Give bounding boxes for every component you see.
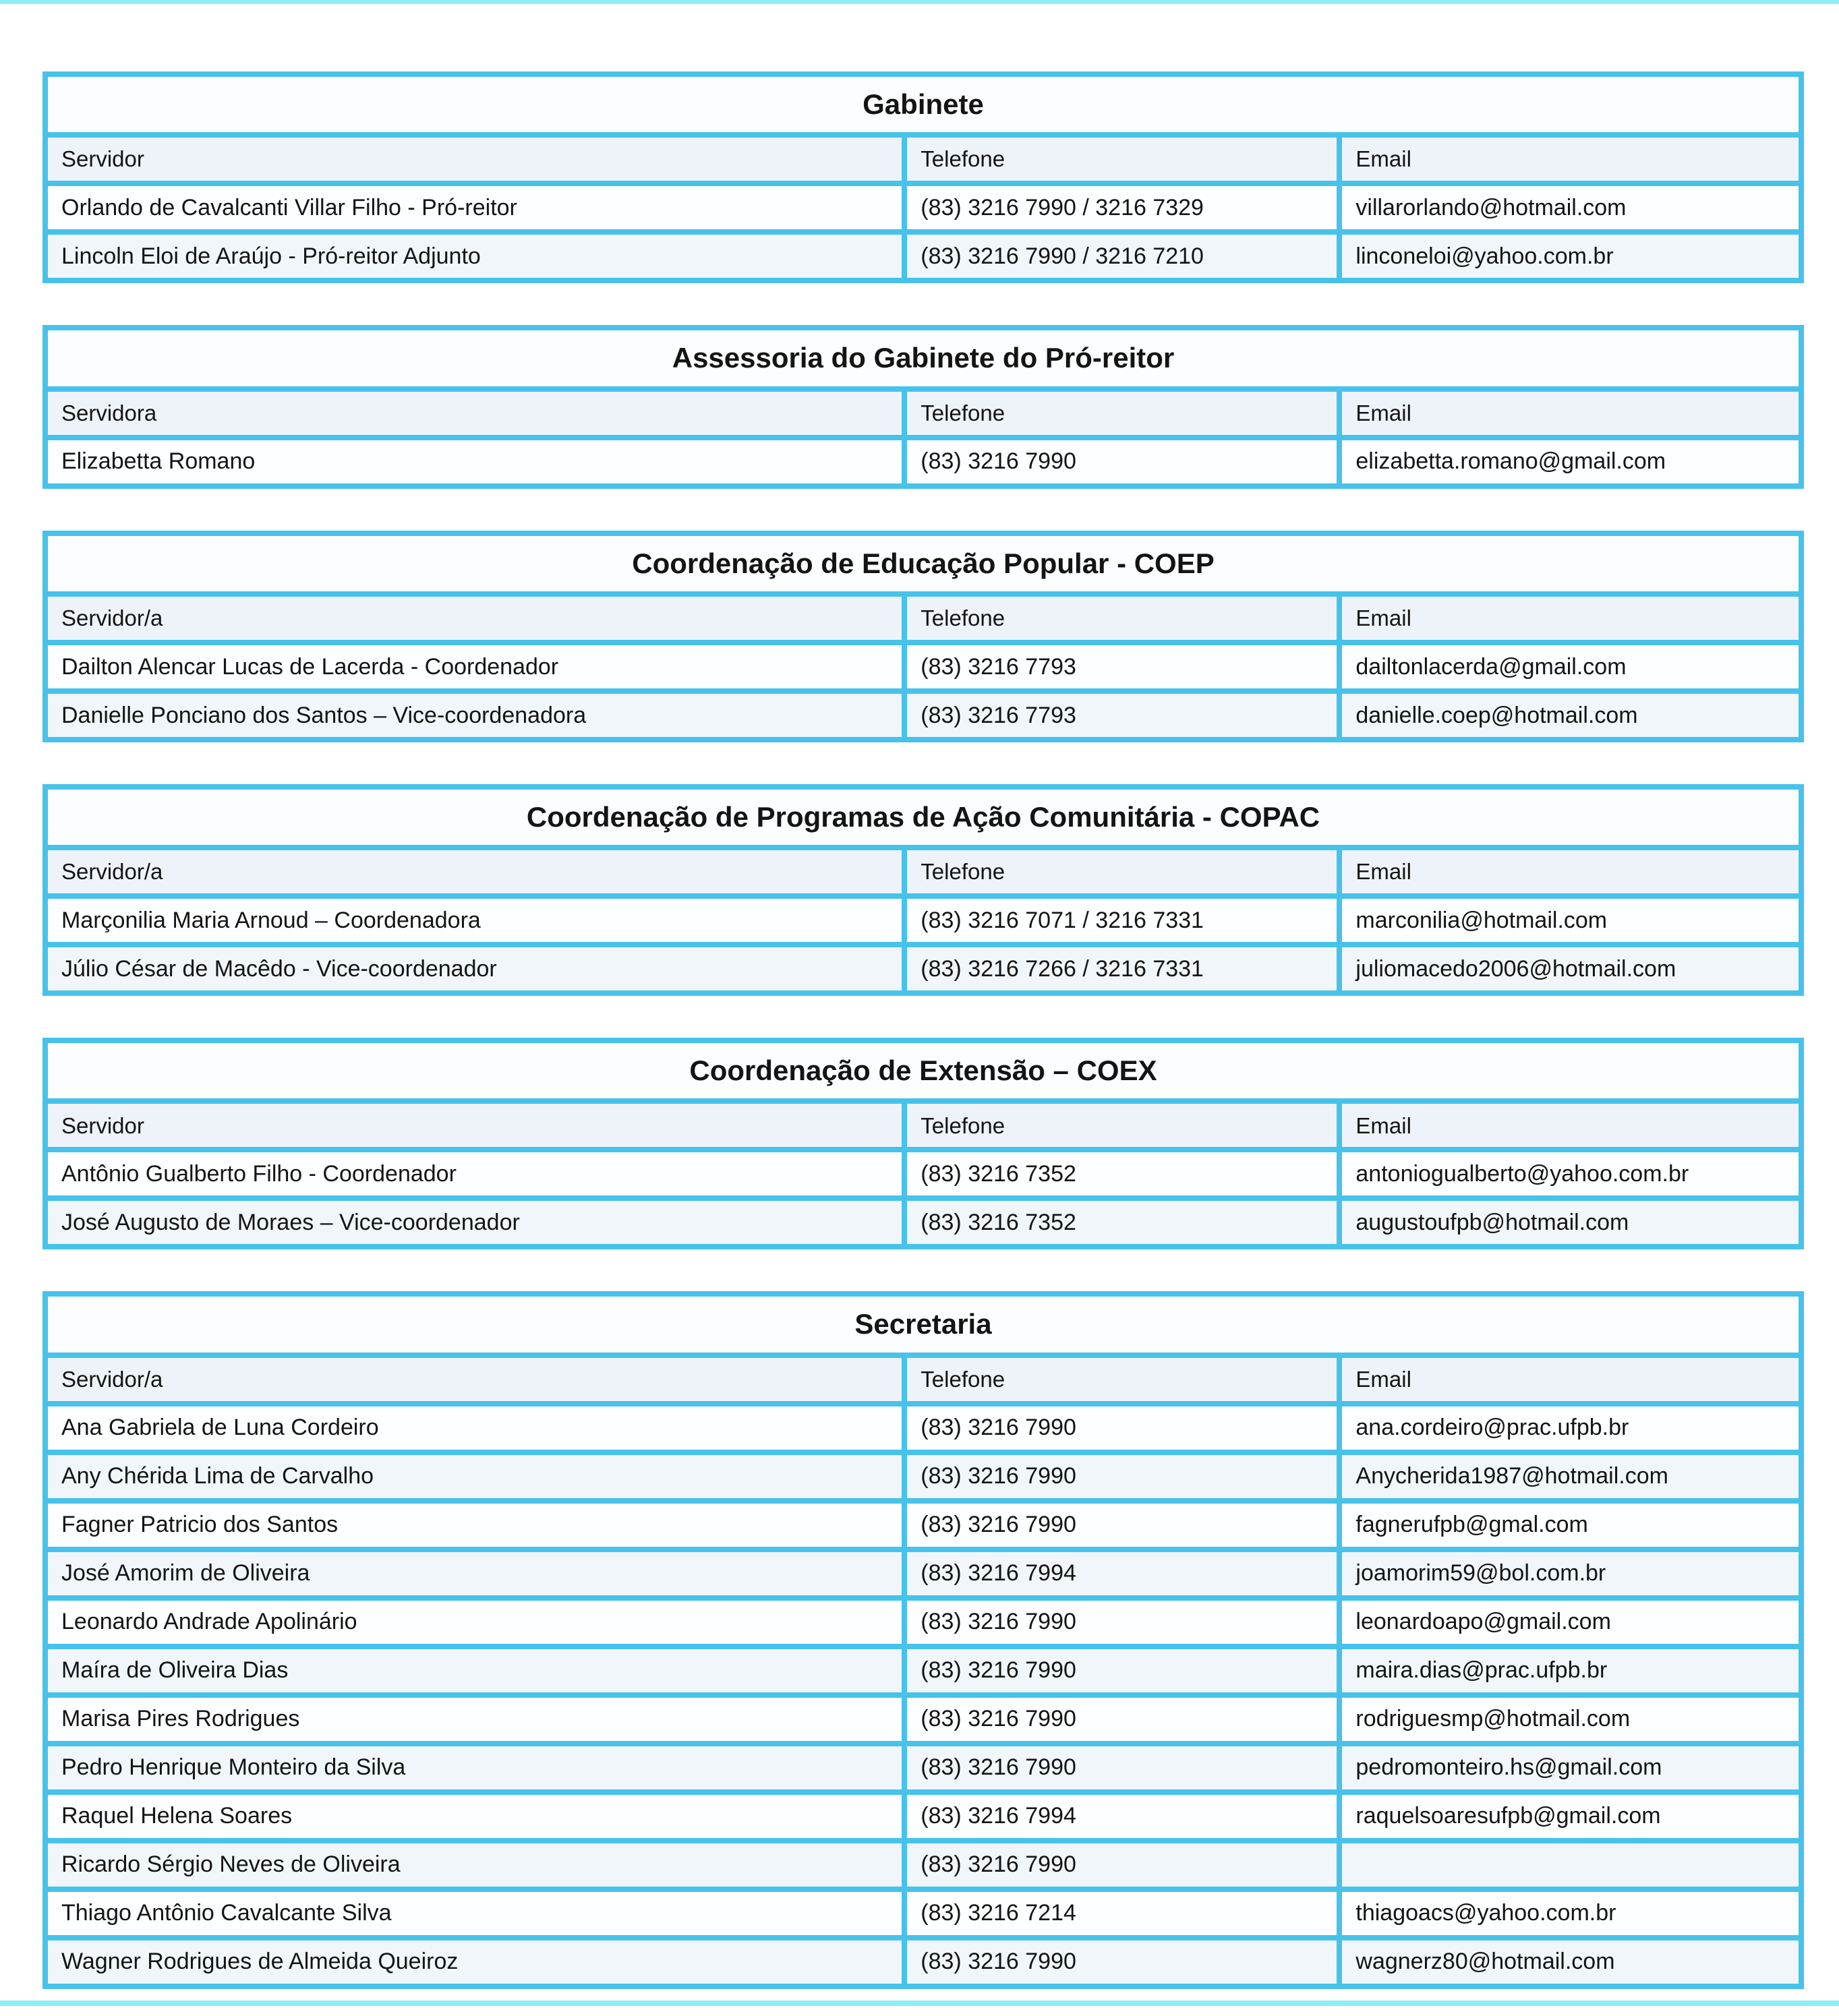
phone-cell: (83) 3216 7990 <box>907 1843 1337 1887</box>
contact-table <box>42 325 1804 488</box>
phone-cell: (83) 3216 7352 <box>907 1152 1337 1195</box>
servant-name-cell: Elizabetta Romano <box>48 440 902 483</box>
phone-cell: (83) 3216 7990 <box>907 1504 1337 1547</box>
column-header: Email <box>1342 138 1799 181</box>
column-header: Email <box>1342 1358 1799 1401</box>
servant-name-cell: Maíra de Oliveira Dias <box>48 1649 902 1692</box>
email-cell: pedromonteiro.hs@gmail.com <box>1342 1746 1799 1789</box>
email-cell: dailtonlacerda@gmail.com <box>1342 645 1799 688</box>
servant-name-cell: Júlio César de Macêdo - Vice-coordenador <box>48 947 902 990</box>
phone-cell: (83) 3216 7990 <box>907 1698 1337 1741</box>
column-header: Servidor <box>48 1104 902 1147</box>
table-title: Coordenação de Educação Popular - COEP <box>48 536 1799 591</box>
email-cell: marconilia@hotmail.com <box>1342 899 1799 942</box>
table-title: Coordenação de Extensão – COEX <box>48 1043 1799 1098</box>
phone-cell: (83) 3216 7990 <box>907 1746 1337 1789</box>
column-header: Telefone <box>907 392 1337 435</box>
phone-cell: (83) 3216 7990 <box>907 1649 1337 1692</box>
phone-cell: (83) 3216 7793 <box>907 694 1337 737</box>
tables-container <box>0 4 1839 2016</box>
phone-cell: (83) 3216 7990 / 3216 7329 <box>907 186 1337 229</box>
servant-name-cell: Marisa Pires Rodrigues <box>48 1698 902 1741</box>
column-header: Servidor/a <box>48 597 902 640</box>
phone-cell: (83) 3216 7990 / 3216 7210 <box>907 235 1337 278</box>
table-title: Coordenação de Programas de Ação Comunitária - COPAC <box>48 790 1799 845</box>
column-header: Telefone <box>907 850 1337 893</box>
column-header: Telefone <box>907 1104 1337 1147</box>
servant-name-cell: Ana Gabriela de Luna Cordeiro <box>48 1406 902 1450</box>
column-header: Email <box>1342 850 1799 893</box>
table-title: Gabinete <box>48 77 1799 132</box>
email-cell: juliomacedo2006@hotmail.com <box>1342 947 1799 990</box>
servant-name-cell: Antônio Gualberto Filho - Coordenador <box>48 1152 902 1195</box>
contact-table <box>42 1291 1804 1988</box>
phone-cell: (83) 3216 7990 <box>907 1940 1337 1984</box>
phone-cell: (83) 3216 7071 / 3216 7331 <box>907 899 1337 942</box>
servant-name-cell: Ricardo Sérgio Neves de Oliveira <box>48 1843 902 1887</box>
column-header: Servidor/a <box>48 1358 902 1401</box>
servant-name-cell: Pedro Henrique Monteiro da Silva <box>48 1746 902 1789</box>
email-cell: joamorim59@bol.com.br <box>1342 1552 1799 1595</box>
email-cell: ana.cordeiro@prac.ufpb.br <box>1342 1406 1799 1450</box>
table-title: Secretaria <box>48 1297 1799 1352</box>
servant-name-cell: Orlando de Cavalcanti Villar Filho - Pró-reitor <box>48 186 902 229</box>
servant-name-cell: Wagner Rodrigues de Almeida Queiroz <box>48 1940 902 1984</box>
column-header: Telefone <box>907 597 1337 640</box>
phone-cell: (83) 3216 7990 <box>907 1406 1337 1450</box>
servant-name-cell: Raquel Helena Soares <box>48 1795 902 1838</box>
email-cell: leonardoapo@gmail.com <box>1342 1601 1799 1644</box>
column-header: Servidor <box>48 138 902 181</box>
servant-name-cell: Any Chérida Lima de Carvalho <box>48 1455 902 1498</box>
email-cell: fagnerufpb@gmal.com <box>1342 1504 1799 1547</box>
email-cell: rodriguesmp@hotmail.com <box>1342 1698 1799 1741</box>
phone-cell: (83) 3216 7990 <box>907 1601 1337 1644</box>
phone-cell: (83) 3216 7352 <box>907 1201 1337 1244</box>
phone-cell: (83) 3216 7994 <box>907 1552 1337 1595</box>
email-cell <box>1342 1843 1799 1887</box>
column-header: Servidora <box>48 392 902 435</box>
email-cell: linconeloi@yahoo.com.br <box>1342 235 1799 278</box>
column-header: Telefone <box>907 138 1337 181</box>
servant-name-cell: Fagner Patricio dos Santos <box>48 1504 902 1547</box>
phone-cell: (83) 3216 7990 <box>907 1455 1337 1498</box>
servant-name-cell: José Amorim de Oliveira <box>48 1552 902 1595</box>
servant-name-cell: Lincoln Eloi de Araújo - Pró-reitor Adjunto <box>48 235 902 278</box>
email-cell: elizabetta.romano@gmail.com <box>1342 440 1799 483</box>
phone-cell: (83) 3216 7994 <box>907 1795 1337 1838</box>
column-header: Email <box>1342 597 1799 640</box>
contact-table <box>42 71 1804 283</box>
email-cell: maira.dias@prac.ufpb.br <box>1342 1649 1799 1692</box>
email-cell: villarorlando@hotmail.com <box>1342 186 1799 229</box>
column-header: Servidor/a <box>48 850 902 893</box>
email-cell: thiagoacs@yahoo.com.br <box>1342 1892 1799 1935</box>
servant-name-cell: Danielle Ponciano dos Santos – Vice-coordenadora <box>48 694 902 737</box>
phone-cell: (83) 3216 7266 / 3216 7331 <box>907 947 1337 990</box>
servant-name-cell: Marçonilia Maria Arnoud – Coordenadora <box>48 899 902 942</box>
column-header: Telefone <box>907 1358 1337 1401</box>
servant-name-cell: Leonardo Andrade Apolinário <box>48 1601 902 1644</box>
email-cell: danielle.coep@hotmail.com <box>1342 694 1799 737</box>
contact-table <box>42 531 1804 742</box>
contact-table <box>42 784 1804 996</box>
table-title: Assessoria do Gabinete do Pró-reitor <box>48 330 1799 386</box>
servant-name-cell: Dailton Alencar Lucas de Lacerda - Coordenador <box>48 645 902 688</box>
phone-cell: (83) 3216 7793 <box>907 645 1337 688</box>
servant-name-cell: Thiago Antônio Cavalcante Silva <box>48 1892 902 1935</box>
contact-table <box>42 1038 1804 1249</box>
email-cell: Anycherida1987@hotmail.com <box>1342 1455 1799 1498</box>
column-header: Email <box>1342 1104 1799 1147</box>
servant-name-cell: José Augusto de Moraes – Vice-coordenador <box>48 1201 902 1244</box>
email-cell: wagnerz80@hotmail.com <box>1342 1940 1799 1984</box>
email-cell: raquelsoaresufpb@gmail.com <box>1342 1795 1799 1838</box>
phone-cell: (83) 3216 7990 <box>907 440 1337 483</box>
column-header: Email <box>1342 392 1799 435</box>
email-cell: augustoufpb@hotmail.com <box>1342 1201 1799 1244</box>
email-cell: antoniogualberto@yahoo.com.br <box>1342 1152 1799 1195</box>
phone-cell: (83) 3216 7214 <box>907 1892 1337 1935</box>
